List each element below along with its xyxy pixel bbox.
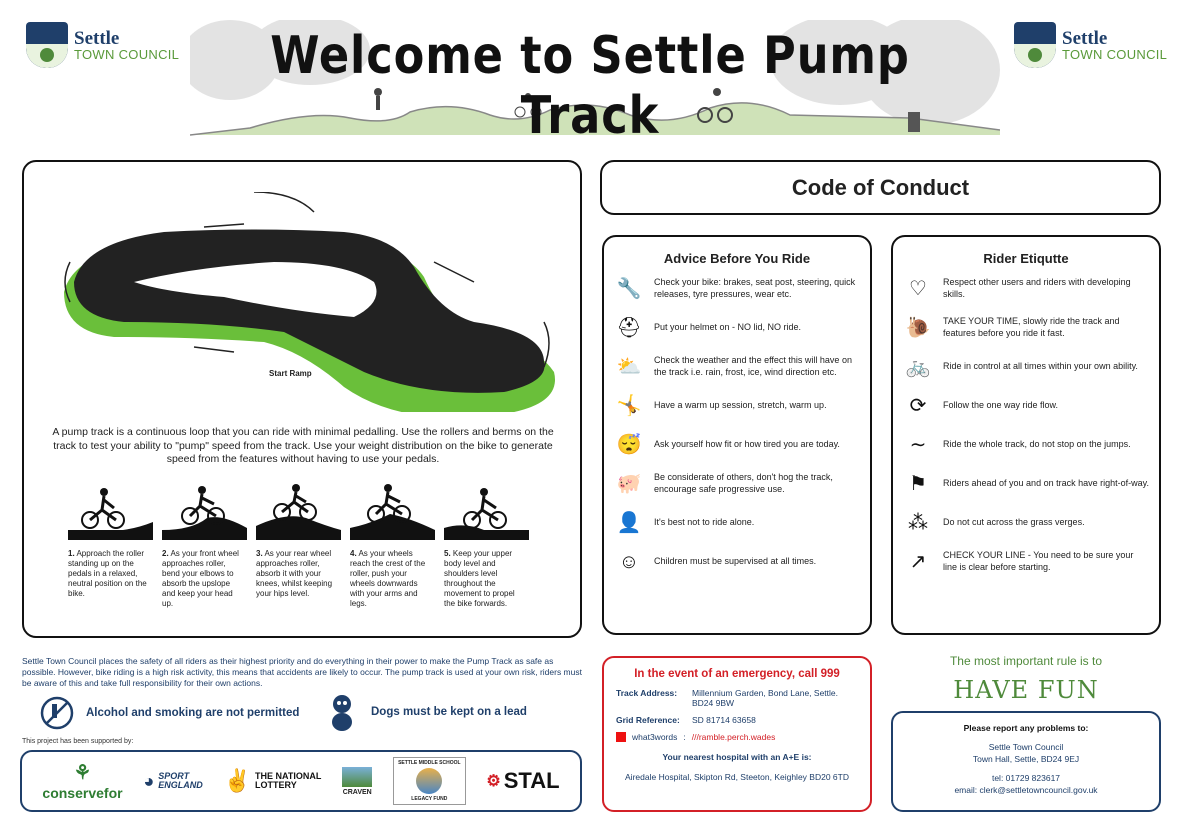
etiquette-text: TAKE YOUR TIME, slowly ride the track and features before you ride it fast. <box>943 316 1120 338</box>
advice-text: Children must be supervised at all times. <box>654 556 817 567</box>
safety-statement: Settle Town Council places the safety of all riders as their highest priority and do everything in their power to make the Pump Track as safe as possible. However, bike riding is a high risk activity, this means that accidents are likely to occur. The pump track is used at your own risk, riders must be aware of this and take full responsibility for their own actions. <box>22 656 582 689</box>
hospital-address: Airedale Hospital, Skipton Rd, Steeton, Keighley BD20 6TD <box>625 772 849 782</box>
dog-icon <box>325 692 359 732</box>
tired-icon: 😴 <box>616 434 642 456</box>
start-ramp-label: Start Ramp <box>269 369 312 378</box>
step-text: Approach the roller standing up on the pedals in a relaxed, neutral position on the bike. <box>68 549 147 598</box>
bike-illustration <box>256 484 341 540</box>
code-of-conduct-header <box>600 160 1161 215</box>
council-logo-right <box>1014 22 1167 68</box>
track-panel <box>22 160 582 638</box>
important-line: The most important rule is to <box>949 654 1103 668</box>
national-lottery-logo: ✌ THE NATIONAL LOTTERY <box>223 768 322 793</box>
step-item <box>162 484 242 609</box>
advice-item <box>614 510 860 536</box>
advice-text: Be considerate of others, don't hog the track, encourage safe progressive use. <box>654 472 833 494</box>
step-item <box>444 484 524 609</box>
stal-emblem-icon: ⚙ <box>486 773 501 790</box>
step-text: As your front wheel approaches roller, bend your elbows to absorb the upslope and keep your head up. <box>162 549 239 608</box>
etiquette-item <box>903 432 1149 458</box>
crest-icon <box>26 22 68 68</box>
contact-email[interactable]: email: clerk@settletowncouncil.gov.uk <box>954 784 1098 795</box>
step-number: 5. <box>444 549 451 558</box>
stal-logo: ⚙ STAL <box>486 768 560 793</box>
hospital-title: Your nearest hospital with an A+E is: <box>662 752 812 762</box>
what3words-address: ///ramble.perch.wades <box>691 732 776 742</box>
council-sub: TOWN COUNCIL <box>74 47 180 62</box>
step-text: Keep your upper body level and shoulders level throughout the movement to propel the bike forwards. <box>444 549 515 608</box>
advice-text: Check the weather and the effect this will have on the track i.e. rain, frost, ice, wind direction etc. <box>654 355 852 377</box>
page-title: Welcome to Settle Pump Track <box>270 26 910 146</box>
grid-label: Grid Reference: <box>616 715 680 725</box>
trend-icon: ↗ <box>909 551 927 573</box>
stretch-icon: 🤸 <box>616 395 642 417</box>
snail-icon: 🐌 <box>905 317 931 339</box>
council-name: Settle <box>1062 28 1108 49</box>
emergency-title: In the event of an emergency, call 999 <box>634 668 840 680</box>
contact-phone[interactable]: tel: 01729 823617 <box>991 773 1061 784</box>
step-number: 1. <box>68 549 75 558</box>
advice-item <box>614 315 860 341</box>
conservefor-logo: ⚘ conservefor <box>42 761 123 801</box>
advice-item <box>614 471 860 497</box>
etiquette-text: CHECK YOUR LINE - You need to be sure your line is clear before starting. <box>943 550 1134 572</box>
contact-title: Please report any problems to: <box>963 723 1089 733</box>
dogs-notice <box>325 692 527 732</box>
what3words-icon <box>616 732 626 742</box>
advice-text: Ask yourself how fit or how tired you are today. <box>654 439 840 450</box>
council-name: Settle <box>74 28 120 49</box>
advice-panel <box>602 235 872 635</box>
school-legacy-logo: SETTLE MIDDLE SCHOOL LEGACY FUND <box>393 757 466 805</box>
advice-item <box>614 432 860 458</box>
school-emblem-icon <box>416 768 442 794</box>
bike-illustration <box>444 484 529 540</box>
advice-item <box>614 393 860 419</box>
step-number: 4. <box>350 549 357 558</box>
etiquette-item <box>903 315 1149 341</box>
code-title: Code of Conduct <box>791 174 970 200</box>
wrench-icon: 🔧 <box>616 278 642 300</box>
advice-text: Check your bike: brakes, seat post, steering, quick releases, tyre pressures, wear etc. <box>654 277 856 299</box>
landscape-icon <box>342 767 372 787</box>
advice-text: Put your helmet on - NO lid, NO ride. <box>654 322 802 333</box>
signpost-icon: ⚑ <box>909 473 927 495</box>
loop-arrows-icon: ⟳ <box>909 395 927 417</box>
step-text: As your rear wheel approaches roller, absorb it with your knees, whilst keeping your hips level. <box>256 549 333 598</box>
step-number: 3. <box>256 549 263 558</box>
swirl-icon: ⚘ <box>73 761 92 784</box>
crest-icon <box>1014 22 1056 68</box>
etiquette-text: Riders ahead of you and on track have right-of-way. <box>943 478 1149 489</box>
have-fun-text: HAVE FUN <box>953 676 1099 704</box>
track-description: A pump track is a continuous loop that you can ride with minimal pedalling. Use the rollers and berms on the track to test your ability to "pump" speed from the track. Use your weight distribution on the bike to generate speed from the features without having to use your pedals. <box>52 426 554 466</box>
advice-item <box>614 276 860 302</box>
bike-illustration <box>350 484 435 540</box>
etiquette-item <box>903 354 1149 380</box>
track-address: Millennium Garden, Bond Lane, Settle. BD24 9BW <box>692 688 839 708</box>
contact-panel <box>891 711 1161 812</box>
contact-address: Town Hall, Settle, BD24 9EJ <box>972 753 1080 764</box>
what3words-label: what3words <box>632 732 678 742</box>
step-item <box>350 484 430 609</box>
advice-title: Advice Before You Ride <box>663 251 811 266</box>
child-icon: ☺ <box>618 551 640 573</box>
track-illustration <box>44 192 564 412</box>
person-icon: 👤 <box>616 512 642 534</box>
grid-reference: SD 81714 63658 <box>692 715 756 725</box>
step-text: As your wheels reach the crest of the roller, push your wheels downwards with your arms and legs. <box>350 549 426 608</box>
etiquette-item <box>903 471 1149 497</box>
step-item <box>68 484 148 609</box>
grass-icon: ⁂ <box>908 512 928 534</box>
helmet-icon: ⛑ <box>616 317 642 339</box>
sport-england-icon: ◕ <box>143 770 155 791</box>
etiquette-item <box>903 510 1149 536</box>
advice-item <box>614 549 860 575</box>
etiquette-text: Follow the one way ride flow. <box>943 400 1059 411</box>
weather-icon: ⛅ <box>616 356 642 378</box>
sport-england-logo: ◕ SPORT ENGLAND <box>143 770 203 791</box>
council-logo-left <box>26 22 179 68</box>
etiquette-item <box>903 276 1149 302</box>
bike-illustration <box>68 484 153 540</box>
no-alcohol-text: Alcohol and smoking are not permitted <box>86 707 300 719</box>
emergency-panel: In the event of an emergency, call 999 Track Address: Millennium Garden, Bond Lane, Settle. BD24 9BW Grid Reference: SD 81714 63658 what3words : ///ramble.perch.wades Your nearest hospital with an A+E is: Airedale Hospital, Skipton Rd, Steeton, Keighley BD20 6TD <box>602 656 872 812</box>
supported-by-label: This project has been supported by: <box>22 738 134 745</box>
etiquette-panel <box>891 235 1161 635</box>
etiquette-text: Ride the whole track, do not stop on the jumps. <box>943 439 1131 450</box>
advice-text: It's best not to ride alone. <box>654 517 755 528</box>
crossed-fingers-icon: ✌ <box>223 768 252 793</box>
address-label: Track Address: <box>616 688 678 698</box>
etiquette-item <box>903 393 1149 419</box>
pig-icon: 🐖 <box>616 473 642 495</box>
etiquette-text: Respect other users and riders with developing skills. <box>943 277 1131 299</box>
sponsor-logos <box>20 750 582 812</box>
important-rule <box>891 654 1161 704</box>
bike-icon: 🚲 <box>905 356 931 378</box>
step-item <box>256 484 336 609</box>
heart-hand-icon: ♡ <box>909 278 927 300</box>
council-sub: TOWN COUNCIL <box>1062 47 1168 62</box>
etiquette-text: Do not cut across the grass verges. <box>943 517 1085 528</box>
wave-icon: ∼ <box>909 434 927 456</box>
technique-steps <box>68 484 524 609</box>
advice-item <box>614 354 860 380</box>
contact-name: Settle Town Council <box>988 742 1064 753</box>
dogs-text: Dogs must be kept on a lead <box>371 706 527 718</box>
no-alcohol-notice <box>40 696 299 730</box>
advice-text: Have a warm up session, stretch, warm up. <box>654 400 827 411</box>
bike-illustration <box>162 484 247 540</box>
etiquette-text: Ride in control at all times within your own ability. <box>943 361 1138 372</box>
no-smoking-icon <box>40 696 74 730</box>
etiquette-item <box>903 549 1149 575</box>
step-number: 2. <box>162 549 169 558</box>
craven-logo: CRAVEN <box>342 767 372 796</box>
etiquette-title: Rider Etiqutte <box>983 251 1069 266</box>
